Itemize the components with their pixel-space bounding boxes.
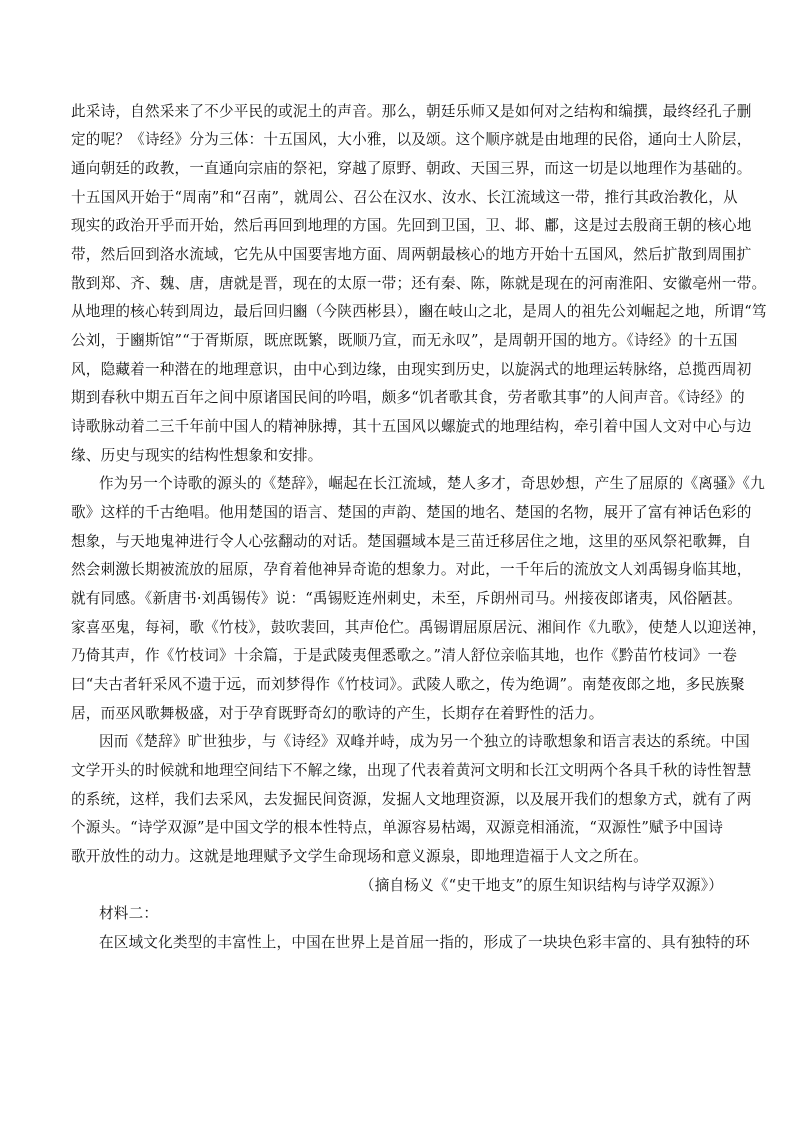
paragraph-start: 在区域文化类型的丰富性上，中国在世界上是首屈一指的，形成了一块块色彩丰富的、具有独特的环	[99, 934, 750, 951]
text-line: 乃倚其声，作《竹枝词》十余篇，于是武陵夷俚悉歌之。”清人舒位亲临其地，也作《黔苗竹枝词》一卷	[71, 647, 738, 664]
material-label: 材料二：	[99, 905, 159, 922]
text-line: 曰“夫古者轩采风不遗于远，而刘梦得作《竹枝词》。武陵人歌之，传为绝调”。南楚夜郎之地，多民族聚	[71, 676, 745, 693]
text-line: 歌开放性的动力。这就是地理赋予文学生命现场和意义源泉，即地理造福于人文之所在。	[71, 848, 648, 865]
text-line: 个源头。“诗学双源”是中国文学的根本性特点，单源容易枯竭，双源竞相涌流，“双源性”赋予中国诗	[71, 819, 723, 836]
text-line: 十五国风开始于“周南”和“召南”，就周公、召公在汉水、汝水、长江流域这一带，推行其政治教化，从	[71, 189, 738, 206]
text-line: 现实的政治开乎而开始，然后再回到地理的方国。先回到卫国，卫、邶、鄘，这是过去殷商王朝的核心地	[71, 217, 752, 234]
text-line: 居，而巫风歌舞极盛，对于孕育既野奇幻的歌诗的产生，长期存在着野性的活力。	[71, 705, 604, 722]
text-line: 此采诗，自然采来了不少平民的或泥土的声音。那么，朝廷乐师又是如何对之结构和编撰，最终经孔子删	[71, 103, 752, 120]
text-line: 诗歌脉动着二三千年前中国人的精神脉搏，其十五国风以螺旋式的地理结构，牵引着中国人文对中心与边	[71, 418, 752, 435]
text-line: 然会刺激长期被流放的屈原，孕育着他神异奇诡的想象力。对此，一千年后的流放文人刘禹锡身临其地，	[71, 561, 752, 578]
text-line: 缘、历史与现实的结构性想象和安排。	[71, 447, 323, 464]
paragraph-start: 因而《楚辞》旷世独步，与《诗经》双峰并峙，成为另一个独立的诗歌想象和语言表达的系统。中国	[99, 733, 750, 750]
text-line: 家喜巫鬼，每祠，歌《竹枝》，鼓吹裴回，其声伧伫。禹锡谓屈原居沅、湘间作《九歌》，使楚人以迎送神，	[71, 619, 767, 636]
text-line: 散到郑、齐、魏、唐，唐就是晋，现在的太原一带；还有秦、陈，陈就是现在的河南淮阳、安徽亳州一带。	[71, 275, 767, 292]
text-line: 文学开头的时候就和地理空间结下不解之缘，出现了代表着黄河文明和长江文明两个各具千秋的诗性智慧	[71, 762, 752, 779]
text-line: 从地理的核心转到周边，最后回归豳（今陕西彬县），豳在岐山之北，是周人的祖先公刘崛起之地，所谓“笃	[71, 303, 767, 320]
text-line: 就有同感。《新唐书·刘禹锡传》说：“禹锡贬连州刺史，未至，斥朗州司马。州接夜郎诸夷，风俗陋甚。	[71, 590, 742, 607]
text-line: 定的呢？《诗经》分为三体：十五国风，大小雅，以及颂。这个顺序就是由地理的民俗，通向士人阶层，	[71, 131, 752, 148]
text-line: 歌》这样的千古绝唱。他用楚国的语言、楚国的声韵、楚国的地名、楚国的名物，展开了富有神话色彩的	[71, 504, 752, 521]
text-line: 的系统，这样，我们去采风，去发掘民间资源，发掘人文地理资源，以及展开我们的想象方式，就有了两	[71, 791, 752, 808]
text-line: 风，隐藏着一种潜在的地理意识，由中心到边缘，由现实到历史，以旋涡式的地理运转脉络，总揽西周初	[71, 361, 752, 378]
text-line: 通向朝廷的政教，一直通向宗庙的祭祀，穿越了原野、朝政、天国三界，而这一切是以地理作为基础的。	[71, 160, 752, 177]
source-citation: （摘自杨义《“史干地支”的原生知识结构与诗学双源》）	[359, 877, 723, 894]
text-line: 想象，与天地鬼神进行令人心弦翻动的对话。楚国疆域本是三苗迁移居住之地，这里的巫风祭祀歌舞，自	[71, 533, 752, 550]
text-line: 期到春秋中期五百年之间中原诸国民间的吟唱，颇多“饥者歌其食，劳者歌其事”的人间声音。《诗经》的	[71, 389, 745, 406]
text-line: 公刘，于豳斯馆”“于胥斯原，既庶既繁，既顺乃宣，而无永叹”，是周朝开国的地方。《诗经》的十五国	[71, 332, 738, 349]
paragraph-start: 作为另一个诗歌的源头的《楚辞》，崛起在长江流域，楚人多才，奇思妙想，产生了屈原的《离骚》《九	[99, 475, 765, 492]
text-line: 带，然后回到洛水流域，它先从中国要害地方面、周两朝最核心的地方开始十五国风，然后扩散到周围扩	[71, 246, 752, 263]
